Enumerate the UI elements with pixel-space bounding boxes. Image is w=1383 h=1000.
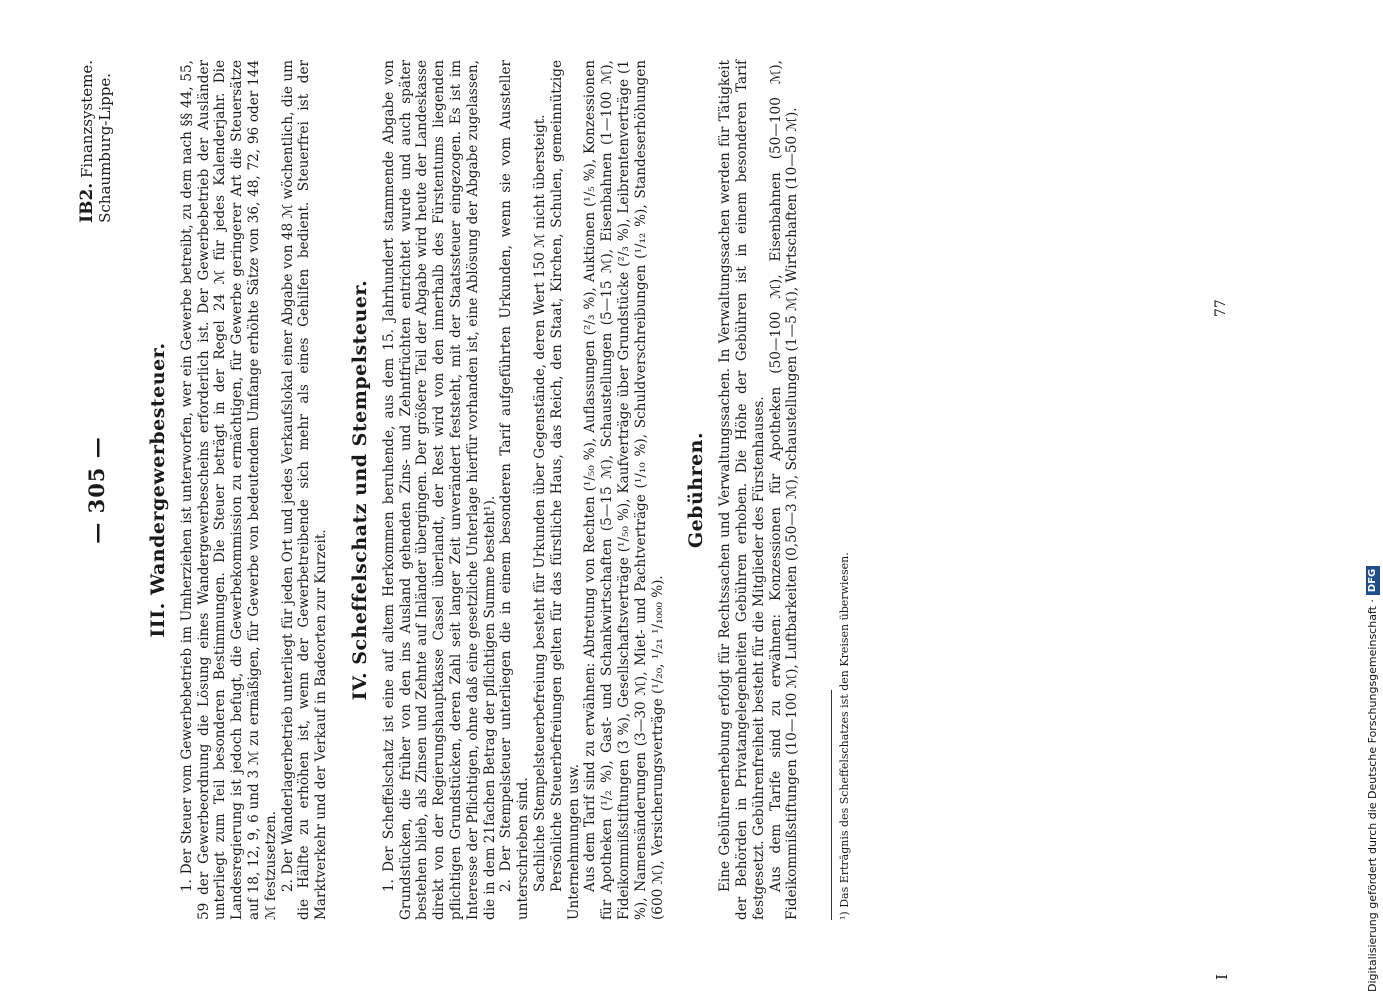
paragraph: Aus dem Tarif sind zu erwähnen: Abtretung von Rechten (¹/₅₀ %), Auflassungen (²/₃ %), Auktionen (¹/₅ %), Konzessionen für Apotheken (¹/₂ %), Gast- und Schankwirtschaften (5—15 ℳ), Schaustellungen (5—15 ℳ), Eisenbahnen (1—100 ℳ), Fideikommißstiftungen (3 %), Gesellschaftsverträge (¹/₅₀ %), Kaufverträge über Grundstücke (²/₃ %), Leibrentenverträge (1 %), Namensänderungen (3—30 ℳ), Miet- und Pachtverträge (¹/₁₀ %), Schuldverschreibungen (¹/₁₂ %), Standeserhöhungen (600 ℳ), Versicherungsverträge (¹/₂₀, ¹/₂₁ ¹/₁₀₀₀ %). [582, 60, 666, 920]
section-title-wandergewerbesteuer: III. Wandergewerbesteuer. [147, 342, 169, 638]
credit-text: Digitalisierung gefördert durch die Deutsche Forschungsgemeinschaft · [1366, 599, 1379, 992]
paragraph: Persönliche Steuerbefreiungen gelten für das fürstliche Haus, das Reich, den Staat, Kirchen, Schulen, gemeinnützige Unternehmungen usw. [548, 60, 582, 920]
section-title-scheffelschatz: IV. Scheffelschatz und Stempelsteuer. [348, 279, 371, 701]
paragraph: Eine Gebührenerhebung erfolgt für Rechtssachen und Verwaltungssachen. In Verwaltungssachen werden für Tätigkeit der Behörden in Privatangelegenheiten Gebühren erhoben. Die Höhe der Gebühren ist in einem besonderen Tarif festgesetzt. Gebührenfreiheit besteht für die Mitglieder des Fürstenhauses. [717, 60, 767, 920]
footnote-rule [831, 690, 832, 920]
paragraph: 2. Der Stempelsteuer unterliegen die in einem besonderen Tarif aufgeführten Urkunden, wenn sie vom Aussteller unterschrieben sind. [498, 60, 532, 920]
paragraph: Sachliche Stempelsteuerbefreiung besteht für Urkunden über Gegenstände, deren Wert 150 ℳ nicht übersteigt. [531, 114, 548, 892]
section-code: IB2. [77, 182, 97, 223]
paragraph: 1. Der Steuer vom Gewerbebetrieb im Umherziehen ist unterworfen, wer ein Gewerbe betreibt, zu dem nach §§ 44, 55, 59 der Gewerbeordnung die Lösung eines Wandergewerbescheins erforderlich ist. Der Gewerbebetrieb der Ausländer unterliegt zum Teil besonderen Bestimmungen. Die Steuer beträgt in der Regel 24 ℳ für jedes Kalenderjahr. Die Landesregierung ist jedoch befugt, die Gewerbekommission zu ermächtigen, für Gewerbe geringerer Art die Steuersätze auf 18, 12, 9, 6 und 3 ℳ zu ermäßigen, für Gewerbe von bedeutendem Umfange erhöhte Sätze von 36, 48, 72, 96 oder 144 ℳ festzusetzen. [178, 60, 279, 920]
running-head [78, 60, 114, 223]
page-body [140, 60, 852, 920]
page-mark-left: I [1213, 974, 1231, 980]
page-header [78, 60, 128, 920]
running-head-line1: Finanzsysteme. [78, 60, 96, 179]
page-number: — 305 — [84, 436, 109, 544]
page-mark-right: 77 [1213, 299, 1229, 317]
digitization-credit [1361, 12, 1383, 992]
running-head-line2: Schaumburg-Lippe. [96, 72, 114, 223]
dfg-logo: DFG [1366, 566, 1380, 595]
paragraph: 2. Der Wanderlagerbetrieb unterliegt für jeden Ort und jedes Verkaufslokal einer Abgabe von 48 ℳ wöchentlich, die um die Hälfte zu erhöhen ist, wenn der Gewerbetreibende sich mehr als eines Gehilfen bedient. Steuerfrei ist der Marktverkehr und der Verkauf in Badeorten zur Kurzeit. [279, 60, 330, 920]
section-title-gebuehren: Gebühren. [685, 431, 708, 549]
paragraph: 1. Der Scheffelschatz ist eine auf altem Herkommen beruhende, aus dem 15. Jahrhundert stammende Abgabe von Grundstücken, die früher von den ins Ausland gehenden Zins- und Zehntfrüchten entrichtet wurde und auch später bestehen blieb, als Zinsen und Zehnte auf Inländer übergingen. Der größere Teil der Abgabe wird heute der Landeskasse direkt von der Regierungshauptkasse Cassel überlandt, der Rest wird von den innerhalb des Fürstentums liegenden pflichtigen Grundstücken, deren Zahl seit langer Zeit unverändert feststeht, mit der Staatssteuer eingezogen. Es ist im Interesse der Pflichtigen, ohne daß eine gesetzliche Unterlage hierfür vorhanden ist, eine Ablösung der Abgabe zugelassen, die in dem 21fachen Betrag der pflichtigen Summe besteht¹). [380, 60, 498, 920]
paragraph: Aus dem Tarife sind zu erwähnen: Konzessionen für Apotheken (50—100 ℳ), Eisenbahnen (50—100 ℳ), Fideikommißstiftungen (10—100 ℳ), Luftbarkeiten (0,50—3 ℳ), Schaustellungen (1—5 ℳ), Wirtschaften (10—50 ℳ). [767, 60, 801, 920]
footnote: ¹) Das Erträgnis des Scheffelschatzes ist den Kreisen überwiesen. [838, 552, 852, 920]
